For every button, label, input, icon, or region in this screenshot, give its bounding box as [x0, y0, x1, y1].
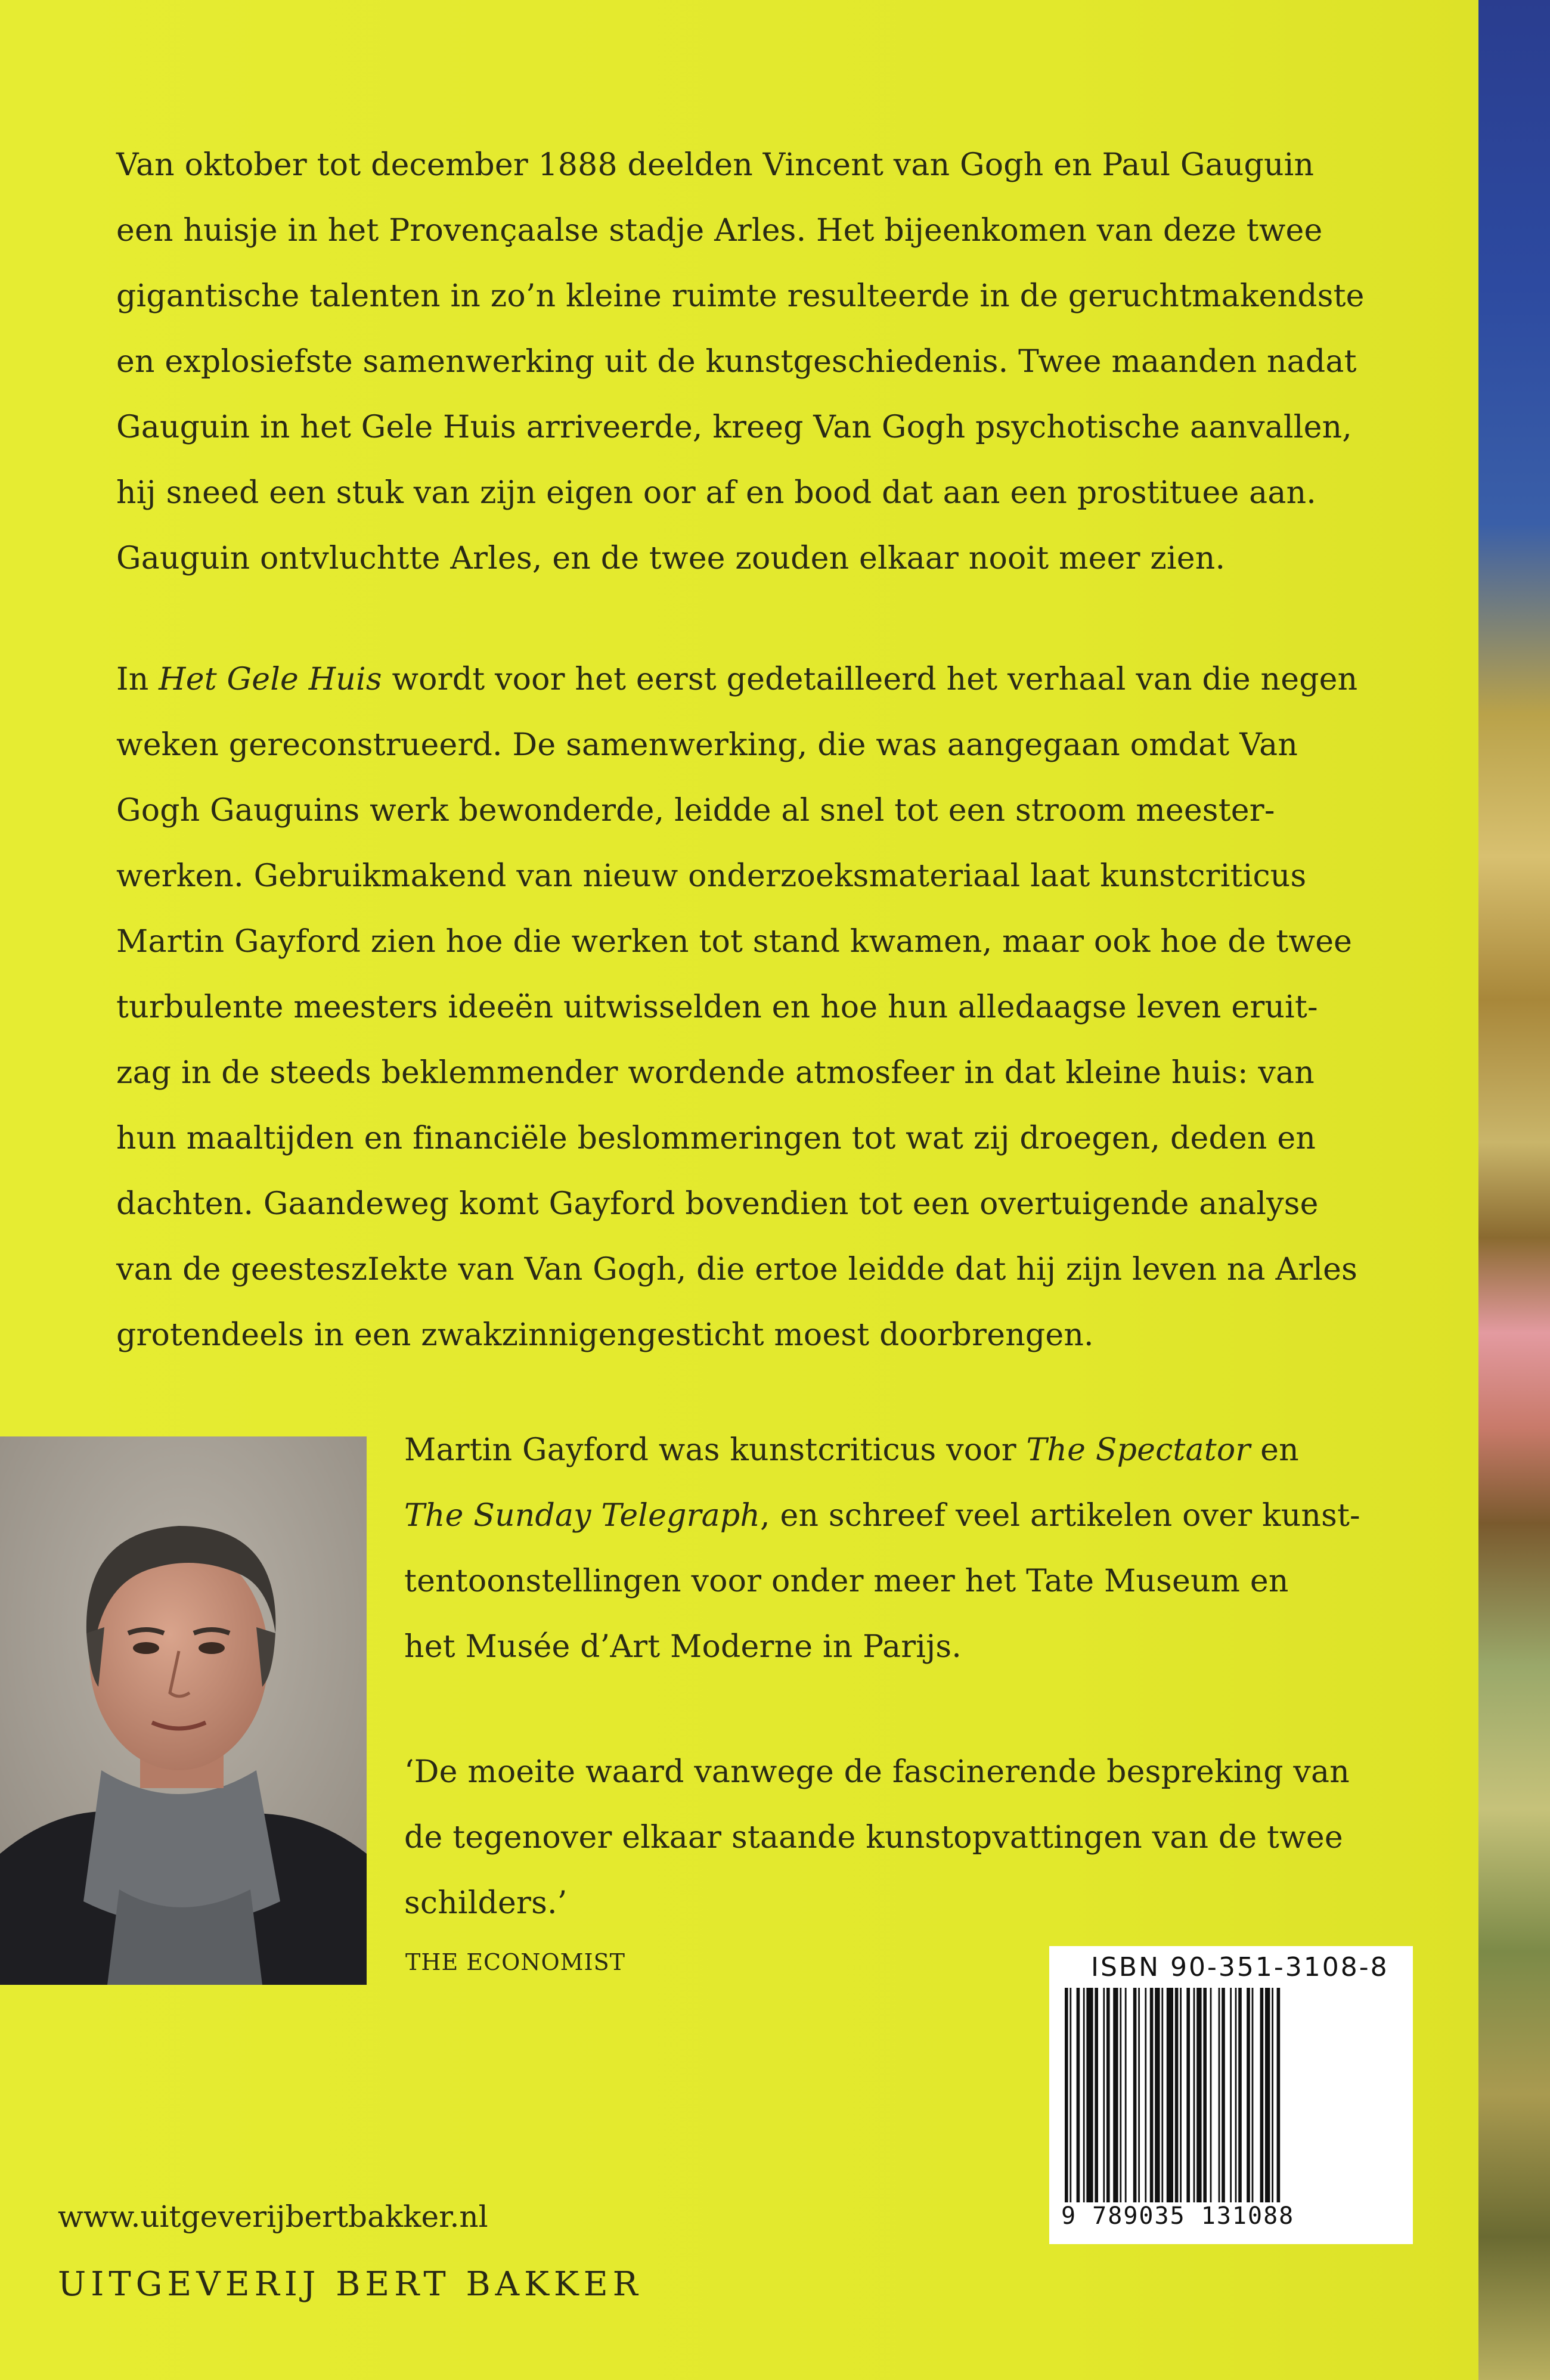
barcode-bar [1086, 1988, 1093, 2202]
text-line: en explosiefste samenwerking uit de kunstgeschiedenis. Twee maanden nadat [116, 344, 1357, 380]
barcode-bar [1222, 1988, 1225, 2202]
barcode-bar [1161, 1988, 1163, 2202]
barcode-bar [1167, 1988, 1173, 2202]
book-title: Het Gele Huis [159, 662, 382, 697]
barcode-bar [1138, 1988, 1140, 2202]
barcode-bar [1125, 1988, 1127, 2202]
text-line: Gauguin ontvluchtte Arles, en de twee zouden elkaar nooit meer zien. [116, 541, 1226, 576]
barcode-bar [1083, 1988, 1085, 2202]
barcode-bar [1145, 1988, 1146, 2202]
ean-digits: 9 789035 131088 [1061, 2202, 1295, 2230]
text-line: zag in de steeds beklemmender wordende atmosfeer in dat kleine huis: van [116, 1055, 1315, 1091]
barcode-bar [1210, 1988, 1212, 2202]
barcode-bar [1186, 1988, 1190, 2202]
publisher-website[interactable]: www.uitgeverijbertbakker.nl [58, 2199, 488, 2234]
quote-credit: THE ECONOMIST [405, 1949, 625, 1975]
barcode-bar [1095, 1988, 1098, 2202]
barcode-bars [1061, 1988, 1401, 2202]
barcode-bar [1260, 1988, 1264, 2202]
text-line: gigantische talenten in zo’n kleine ruimte resulteerde in de geruchtmakendste [116, 278, 1365, 314]
text-line: dachten. Gaandeweg komt Gayford bovendien tot een overtuigende analyse [116, 1186, 1319, 1222]
barcode-bar [1103, 1988, 1105, 2202]
text-line: hij sneed een stuk van zijn eigen oor af en bood dat aan een prostituee aan. [116, 475, 1316, 511]
text-fragment: In [116, 662, 159, 697]
text-line: van de geesteszIekte van Van Gogh, die ertoe leidde dat hij zijn leven na Arles [116, 1252, 1357, 1287]
text-line: grotendeels in een zwakzinnigengesticht moest doorbrengen. [116, 1317, 1094, 1353]
barcode-bar [1155, 1988, 1160, 2202]
barcode-bar [1133, 1988, 1137, 2202]
text-line: Martin Gayford zien hoe die werken tot stand kwamen, maar ook hoe de twee [116, 924, 1353, 960]
barcode-bar [1120, 1988, 1121, 2202]
text-line: Gogh Gauguins werk bewonderde, leidde al snel tot een stroom meester- [116, 793, 1275, 828]
blurb-paragraph-2 [116, 647, 1458, 1368]
barcode-bar [1194, 1988, 1195, 2202]
front-cover-painting-edge [1478, 0, 1550, 2380]
barcode-bar [1277, 1988, 1281, 2202]
barcode-bar [1180, 1988, 1182, 2202]
review-quote [404, 1739, 1453, 1936]
publication-title: The Spectator [1026, 1432, 1251, 1468]
text-line: hun maaltijden en financiële beslommeringen tot wat zij droegen, deden en [116, 1121, 1316, 1156]
text-line: tentoonstellingen voor onder meer het Tate Museum en [404, 1563, 1289, 1599]
barcode-bar [1113, 1988, 1118, 2202]
text-line: Van oktober tot december 1888 deelden Vincent van Gogh en Paul Gauguin [116, 147, 1315, 183]
text-line [404, 1417, 1453, 1483]
text-line [116, 647, 1458, 712]
text-fragment: en [1250, 1432, 1299, 1468]
blurb-paragraph-1 [116, 132, 1458, 591]
publisher-name: UITGEVERIJ BERT BAKKER [58, 2265, 643, 2304]
barcode-bar [1235, 1988, 1237, 2202]
barcode-bar [1265, 1988, 1270, 2202]
publication-title: The Sunday Telegraph [404, 1498, 761, 1534]
barcode-bar [1070, 1988, 1071, 2202]
text-line: ‘De moeite waard vanwege de fascinerende bespreking van [404, 1754, 1350, 1790]
text-line [404, 1483, 1453, 1549]
author-portrait-graphic [0, 1436, 367, 1985]
text-fragment: , en schreef veel artikelen over kunst- [760, 1498, 1360, 1534]
barcode-bar [1252, 1988, 1254, 2202]
barcode-bar [1065, 1988, 1068, 2202]
text-line: turbulente meesters ideeën uitwisselden en hoe hun alledaagse leven eruit- [116, 989, 1318, 1025]
barcode-bar [1272, 1988, 1273, 2202]
barcode-bar [1230, 1988, 1232, 2202]
text-line: schilders.’ [404, 1885, 568, 1921]
barcode-bar [1203, 1988, 1207, 2202]
text-line: een huisje in het Provençaalse stadje Arles. Het bijeenkomen van deze twee [116, 213, 1323, 249]
isbn-label: ISBN 90-351-3108-8 [1091, 1952, 1389, 1982]
barcode-bar [1077, 1988, 1080, 2202]
text-fragment: Martin Gayford was kunstcriticus voor [404, 1432, 1027, 1468]
barcode-bar [1247, 1988, 1250, 2202]
barcode-bar [1150, 1988, 1154, 2202]
text-line: weken gereconstrueerd. De samenwerking, die was aangegaan omdat Van [116, 727, 1298, 763]
barcode-bar [1238, 1988, 1242, 2202]
text-fragment: wordt voor het eerst gedetailleerd het verhaal van die negen [382, 662, 1358, 697]
author-bio [404, 1417, 1453, 1680]
isbn-barcode [1049, 1946, 1413, 2244]
text-line: het Musée d’Art Moderne in Parijs. [404, 1629, 962, 1665]
author-photo [0, 1436, 367, 1985]
barcode-bar [1196, 1988, 1201, 2202]
barcode-bar [1106, 1988, 1110, 2202]
barcode-bar [1175, 1988, 1179, 2202]
barcode-bar [1219, 1988, 1220, 2202]
text-line: de tegenover elkaar staande kunstopvattingen van de twee [404, 1820, 1343, 1855]
text-line: Gauguin in het Gele Huis arriveerde, kreeg Van Gogh psychotische aanvallen, [116, 409, 1352, 445]
text-line: werken. Gebruikmakend van nieuw onderzoeksmateriaal laat kunstcriticus [116, 858, 1307, 894]
